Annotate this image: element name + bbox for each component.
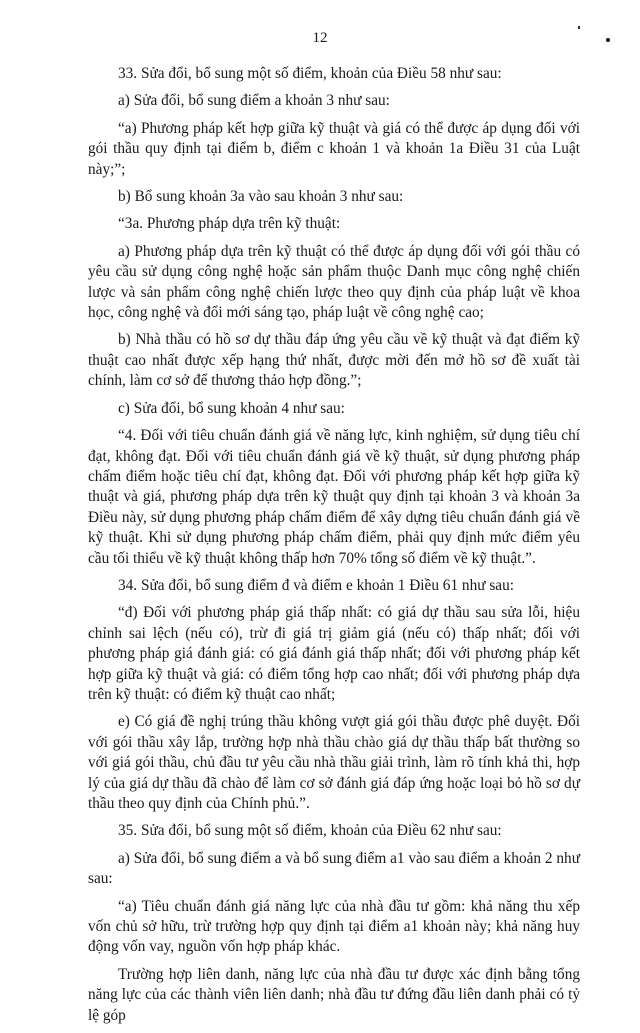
paragraph: b) Bổ sung khoản 3a vào sau khoản 3 như sau:	[118, 188, 404, 206]
paragraph: 33. Sửa đổi, bổ sung một số điểm, khoản của Điều 58 như sau:	[118, 65, 502, 82]
paragraph: b) Nhà thầu có hồ sơ dự thầu đáp ứng yêu cầu về kỹ thuật và đạt điểm kỹ thuật cao nhất được xếp hạng thứ nhất, được mời đến mở hồ sơ đề xuất tài chính, làm cơ sở để thương thảo hợp đồng.”;	[88, 331, 580, 390]
paragraph: c) Sửa đổi, bổ sung khoản 4 như sau:	[118, 399, 345, 417]
paragraph: a) Phương pháp dựa trên kỹ thuật có thể được áp dụng đối với gói thầu có yêu cầu sử dụng công nghệ hoặc sản phẩm thuộc Danh mục công nghệ chiến lược và sản phẩm công nghệ chiến lược theo quy định của pháp luật về khoa học, công nghệ và đổi mới sáng tạo, pháp luật về công nghệ cao;	[88, 242, 580, 322]
scan-speck	[606, 38, 610, 42]
paragraph: 35. Sửa đổi, bổ sung một số điểm, khoản của Điều 62 như sau:	[118, 822, 502, 840]
paragraph: “đ) Đối với phương pháp giá thấp nhất: có giá dự thầu sau sửa lỗi, hiệu chỉnh sai lệch (nếu có), trừ đi giá trị giảm giá (nếu có) thấp nhất; đối với phương pháp giá đánh giá: có giá đánh giá thấp nhất; đối với phương pháp kết hợp giữa kỹ thuật và giá: có điểm tổng hợp cao nhất; đối với phương pháp dựa trên kỹ thuật: có điểm kỹ thuật cao nhất;	[88, 604, 580, 703]
scan-mark-tick	[578, 26, 580, 29]
paragraph: 34. Sửa đổi, bổ sung điểm đ và điểm e khoản 1 Điều 61 như sau:	[118, 576, 514, 594]
paragraph: “4. Đối với tiêu chuẩn đánh giá về năng lực, kinh nghiệm, sử dụng tiêu chí đạt, không đạt. Đối với tiêu chuẩn đánh giá về kỹ thuật, sử dụng phương pháp chấm điểm hoặc tiêu chí đạt, không đạt. Đối với phương pháp kết hợp giữa kỹ thuật và giá, phương pháp dựa trên kỹ thuật quy định tại khoản 3 và khoản 3a Điều này, sử dụng phương pháp chấm điểm để xây dựng tiêu chuẩn đánh giá về kỹ thuật. Khi sử dụng phương pháp chấm điểm, phải quy định mức điểm yêu cầu tối thiểu về kỹ thuật không thấp hơn 70% tổng số điểm về kỹ thuật.”.	[88, 427, 580, 567]
page-number: 12	[312, 30, 328, 46]
paragraph: Trường hợp liên danh, năng lực của nhà đầu tư được xác định bằng tổng năng lực của các thành viên liên danh; nhà đầu tư đứng đầu liên danh phải có tỷ lệ góp	[88, 965, 580, 1024]
paragraph: e) Có giá đề nghị trúng thầu không vượt giá gói thầu được phê duyệt. Đối với gói thầu xây lắp, trường hợp nhà thầu chào giá dự thầu thấp bất thường so với giá gói thầu, chủ đầu tư yêu cầu nhà thầu giải trình, làm rõ tính khả thi, hợp lý của giá dự thầu đã chào để làm cơ sở đánh giá đáp ứng hoặc loại bỏ hồ sơ dự thầu theo quy định của Chính phủ.”.	[88, 713, 580, 812]
paragraph: a) Sửa đổi, bổ sung điểm a khoản 3 như sau:	[118, 92, 390, 110]
paragraph: “3a. Phương pháp dựa trên kỹ thuật:	[118, 215, 341, 233]
paragraph: a) Sửa đổi, bổ sung điểm a và bổ sung điểm a1 vào sau điểm a khoản 2 như sau:	[88, 849, 580, 888]
paragraph: “a) Phương pháp kết hợp giữa kỹ thuật và giá có thể được áp dụng đối với gói thầu quy định tại điểm b, điểm c khoản 1 và khoản 1a Điều 31 của Luật này;”;	[88, 119, 580, 178]
document-body	[88, 64, 580, 1033]
paragraph: “a) Tiêu chuẩn đánh giá năng lực của nhà đầu tư gồm: khả năng thu xếp vốn chủ sở hữu, trừ trường hợp quy định tại điểm a1 khoản này; khả năng huy động vốn vay, nguồn vốn hợp pháp khác.	[88, 897, 580, 956]
